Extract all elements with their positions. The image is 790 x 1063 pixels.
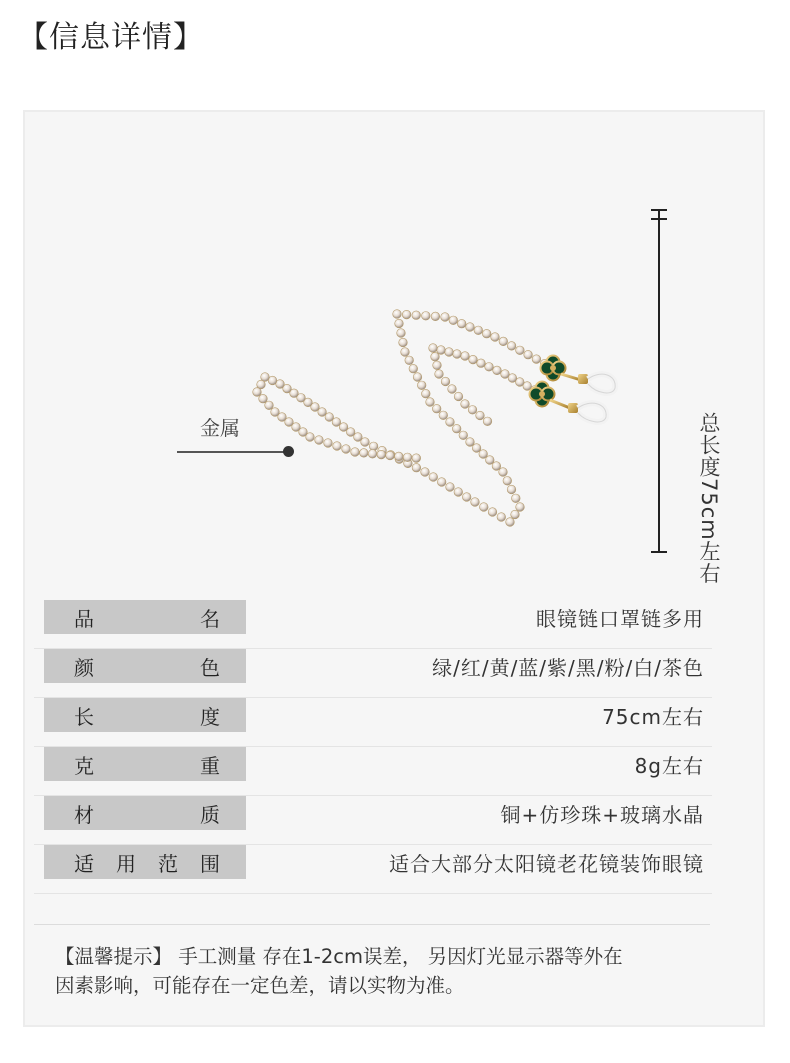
- clover-charm-lower: [530, 382, 555, 407]
- pearl-bead: [426, 398, 435, 407]
- pearl-bead: [431, 312, 440, 321]
- pearl-bead: [474, 326, 483, 335]
- pearl-bead: [412, 454, 421, 463]
- pearl-bead: [441, 377, 450, 386]
- pearl-bead: [265, 401, 274, 410]
- pearl-bead: [507, 342, 516, 351]
- pearl-bead: [476, 411, 485, 420]
- pearl-bead: [409, 364, 418, 373]
- pearl-chain: [253, 310, 558, 527]
- pearl-bead: [466, 323, 475, 332]
- pearl-bead: [413, 373, 422, 382]
- pearl-bead: [468, 406, 477, 415]
- pearl-bead: [441, 313, 450, 322]
- pearl-bead: [445, 348, 454, 357]
- pearl-bead: [422, 389, 431, 398]
- pearl-bead: [477, 359, 486, 368]
- pearl-bead: [532, 355, 541, 364]
- pearl-bead: [516, 346, 525, 355]
- spec-label: 材 质: [44, 796, 246, 830]
- pearl-bead: [315, 436, 324, 445]
- pearl-bead: [412, 463, 421, 472]
- pearl-bead: [324, 439, 333, 448]
- pearl-bead: [405, 356, 414, 365]
- spec-label: 克 重: [44, 747, 246, 781]
- pearl-bead: [325, 413, 334, 422]
- pearl-bead: [339, 423, 348, 432]
- pearl-bead: [395, 452, 404, 461]
- material-pointer-line: [177, 451, 287, 453]
- spec-row-name: [34, 600, 712, 649]
- pearl-bead: [471, 498, 480, 507]
- tip-line-2: 因素影响，可能存在一定色差，请以实物为准。: [55, 974, 465, 997]
- pearl-bead: [369, 442, 378, 451]
- spec-label: 适 用 范 围: [44, 845, 246, 879]
- pearl-bead: [397, 329, 406, 338]
- pearl-bead: [386, 451, 395, 460]
- spec-value: 75cm左右: [602, 704, 704, 729]
- pearl-bead: [439, 411, 448, 420]
- pearl-bead: [454, 488, 463, 497]
- pearl-bead: [417, 381, 426, 390]
- pearl-bead: [507, 485, 516, 494]
- pearl-bead: [492, 462, 501, 471]
- pearl-bead: [446, 418, 455, 427]
- pearl-bead: [462, 493, 471, 502]
- pearl-bead: [453, 350, 462, 359]
- spec-value: 绿/红/黄/蓝/紫/黑/粉/白/茶色: [432, 655, 704, 680]
- spec-label: 品 名: [44, 600, 246, 634]
- pearl-bead: [506, 518, 515, 527]
- spec-table: [34, 600, 712, 894]
- spec-label: 长 度: [44, 698, 246, 732]
- pearl-bead: [459, 431, 468, 440]
- pearl-bead: [469, 355, 478, 364]
- pearl-bead: [501, 370, 510, 379]
- pearl-bead: [503, 477, 512, 486]
- pearl-bead: [493, 366, 502, 375]
- pearl-bead: [511, 510, 520, 519]
- glasses-loop-lower: [568, 403, 606, 422]
- pearl-bead: [401, 348, 410, 357]
- pearl-bead: [399, 338, 408, 347]
- pearl-bead: [499, 337, 508, 346]
- pearl-bead: [431, 352, 440, 361]
- pearl-bead: [448, 385, 457, 394]
- pearl-bead: [461, 352, 470, 361]
- spec-label: 颜 色: [44, 649, 246, 683]
- pearl-bead: [395, 319, 404, 328]
- pearl-bead: [516, 503, 525, 512]
- spec-value: 适合大部分太阳镜老花镜装饰眼镜: [389, 851, 704, 876]
- spec-row-weight: [34, 747, 712, 796]
- pearl-bead: [393, 310, 402, 319]
- pearl-bead: [333, 442, 342, 451]
- spec-value: 8g左右: [634, 753, 704, 778]
- pearl-bead: [368, 450, 377, 459]
- pearl-bead: [482, 329, 491, 338]
- dimension-label: 总长度75cm左右: [697, 412, 721, 585]
- pearl-bead: [512, 494, 521, 503]
- spec-row-color: [34, 649, 712, 698]
- spec-row-usage: [34, 845, 712, 894]
- pearl-bead: [479, 450, 488, 459]
- pearl-bead: [449, 316, 458, 325]
- pearl-bead: [412, 311, 421, 320]
- pearl-bead: [466, 438, 475, 447]
- pearl-bead: [486, 456, 495, 465]
- glasses-loop-upper: [578, 374, 615, 393]
- pearl-bead: [403, 453, 412, 462]
- pearl-bead: [432, 404, 441, 413]
- pearl-bead: [429, 344, 438, 353]
- pearl-bead: [488, 508, 497, 517]
- pearl-bead: [437, 346, 446, 355]
- spec-row-length: [34, 698, 712, 747]
- spec-value: 眼镜链口罩链多用: [536, 606, 704, 631]
- pearl-bead: [437, 478, 446, 487]
- pearl-bead: [524, 350, 533, 359]
- pearl-bead: [446, 483, 455, 492]
- pearl-bead: [306, 433, 315, 442]
- pearl-bead: [360, 449, 369, 458]
- pearl-bead: [435, 370, 444, 379]
- pearl-bead: [472, 444, 481, 453]
- pearl-bead: [253, 388, 262, 397]
- pearl-bead: [433, 361, 442, 370]
- pearl-bead: [402, 310, 411, 319]
- material-pointer-dot: [283, 446, 294, 457]
- pearl-bead: [354, 433, 363, 442]
- tip-notice: [55, 942, 745, 1000]
- pearl-bead: [454, 392, 463, 401]
- pearl-bead: [351, 448, 360, 457]
- spec-row-material: [34, 796, 712, 845]
- pearl-bead: [483, 417, 492, 426]
- page-title: 【信息详情】: [18, 20, 204, 55]
- pearl-bead: [421, 468, 430, 477]
- tip-divider: [34, 924, 710, 925]
- pearl-bead: [497, 513, 506, 522]
- pearl-bead: [457, 319, 466, 328]
- tip-line-1: 【温馨提示】 手工测量 存在1-2cm误差， 另因灯光显示器等外在: [55, 945, 623, 968]
- pearl-bead: [422, 312, 431, 321]
- material-label: 金属: [200, 416, 240, 440]
- pearl-bead: [377, 450, 386, 459]
- dimension-bar: [651, 210, 667, 552]
- pearl-bead: [499, 468, 508, 477]
- pearl-bead: [342, 445, 351, 454]
- pearl-bead: [480, 503, 489, 512]
- pearl-bead: [452, 424, 461, 433]
- spec-value: 铜+仿珍珠+玻璃水晶: [500, 802, 704, 827]
- pearl-bead: [259, 394, 268, 403]
- pearl-bead: [429, 473, 438, 482]
- pearl-bead: [485, 363, 494, 372]
- pearl-bead: [461, 400, 470, 409]
- pearl-bead: [491, 333, 500, 342]
